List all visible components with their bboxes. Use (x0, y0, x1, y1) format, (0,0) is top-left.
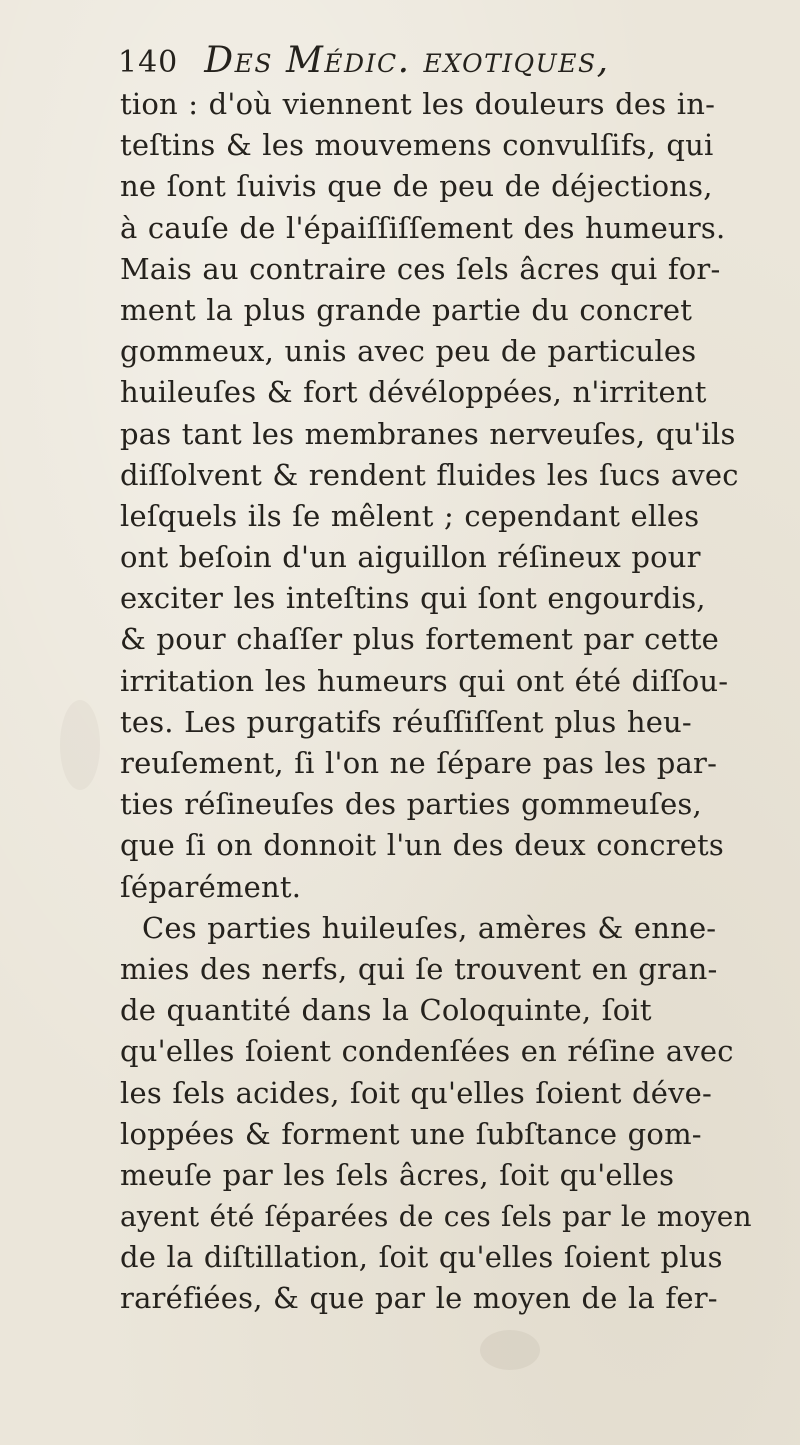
text-line: reuſement, ſi l'on ne ſépare pas les par- (120, 746, 718, 780)
text-line: ayent été ſéparées de ces ſels par le moyen (120, 1200, 752, 1234)
text-line: ont beſoin d'un aiguillon réſineux pour (120, 540, 701, 575)
text-line: ties réſineuſes des parties gommeuſes, (120, 787, 702, 822)
text-line: mies des nerfs, qui ſe trouvent en gran- (120, 951, 718, 986)
page-number: 140 (118, 45, 179, 80)
text-line: irritation les humeurs qui ont été diſſou- (120, 663, 729, 698)
text-line: ne ſont ſuivis que de peu de déjections, (120, 169, 713, 204)
text-line: leſquels ils ſe mêlent ; cependant elles (120, 498, 700, 533)
text-line: ſéparément. (120, 869, 302, 904)
text-line: que ſi on donnoit l'un des deux concrets (120, 828, 724, 863)
text-line: tes. Les purgatifs réuſſiſſent plus heu- (120, 704, 692, 739)
text-line: à cauſe de l'épaiſſiſſement des humeurs. (120, 210, 726, 245)
text-line: ment la plus grande partie du concret (120, 292, 693, 327)
text-line: de la diſtillation, ſoit qu'elles ſoient plus (120, 1240, 723, 1275)
text-line: tion : d'où viennent les douleurs des in- (120, 87, 716, 121)
text-line: meuſe par les ſels âcres, ſoit qu'elles (120, 1157, 675, 1192)
body-text (120, 84, 760, 1320)
text-line: loppées & forment une ſubſtance gom- (120, 1116, 702, 1151)
text-line: teſtins & les mouvemens convulſifs, qui (120, 128, 714, 163)
text-line: exciter les inteſtins qui ſont engourdis, (120, 581, 706, 616)
text-line: gommeux, unis avec peu de particules (120, 334, 697, 369)
text-line: & pour chaſſer plus fortement par cette (120, 622, 720, 657)
text-line: les ſels acides, ſoit qu'elles ſoient déve- (120, 1075, 713, 1110)
text-line: qu'elles ſoient condenſées en réſine avec (120, 1034, 734, 1069)
text-line: raréfiées, & que par le moyen de la fer- (120, 1281, 718, 1316)
text-line: pas tant les membranes nerveuſes, qu'ils (120, 416, 736, 451)
text-line: Mais au contraire ces ſels âcres qui for- (120, 251, 721, 286)
paragraph-start-line: Ces parties huileuſes, amères & enne- (142, 910, 717, 945)
paper-stain (60, 700, 100, 790)
running-title: Des Médic. exotiques, (204, 40, 610, 81)
text-line: huileuſes & fort dévéloppées, n'irritent (120, 375, 707, 410)
text-line: de quantité dans la Coloquinte, ſoit (120, 993, 652, 1028)
text-line: diſſolvent & rendent fluides les ſucs avec (120, 457, 739, 492)
paper-stain (480, 1330, 540, 1370)
